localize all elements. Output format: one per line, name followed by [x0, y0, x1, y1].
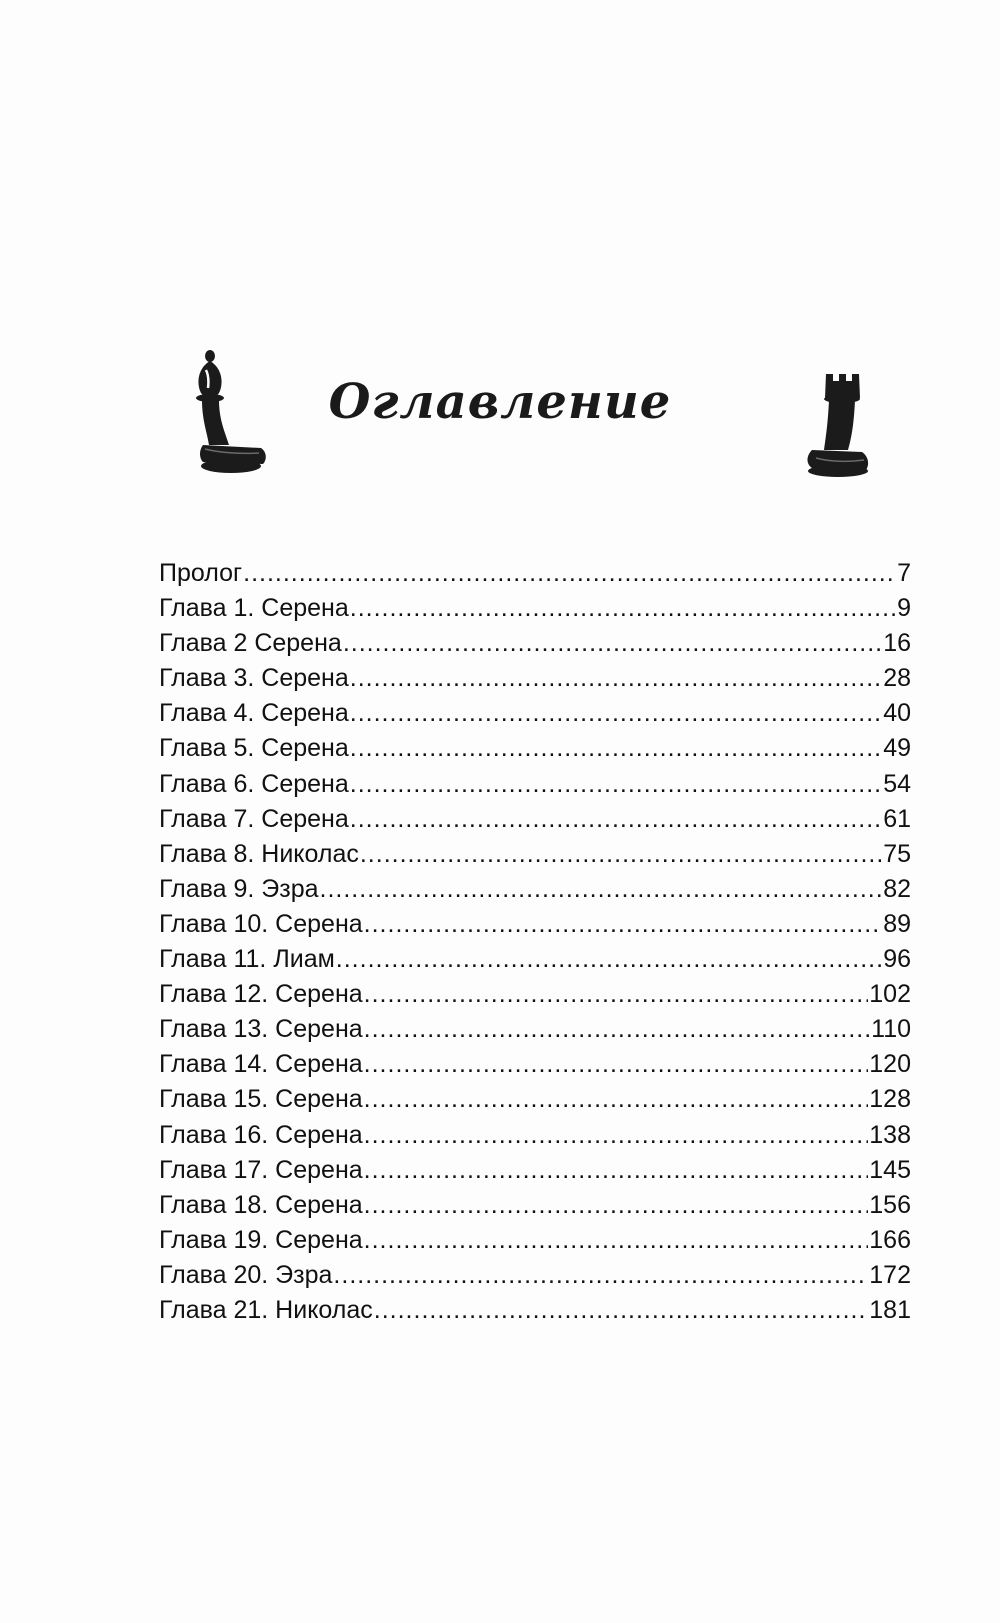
page-title: Оглавление — [328, 374, 672, 430]
toc-entry[interactable] — [159, 1012, 911, 1047]
toc-entry-page-number: 7 — [897, 559, 911, 587]
toc-header — [0, 340, 1000, 490]
toc-entry-title: Глава 17. Серена — [159, 1155, 363, 1184]
toc-entry[interactable] — [159, 907, 911, 942]
toc-entry-page-number: 120 — [869, 1050, 911, 1079]
toc-entry-page-number: 145 — [869, 1155, 911, 1184]
toc-entry-title: Глава 14. Серена — [159, 1050, 363, 1079]
toc-entry-page-number: 16 — [883, 629, 911, 658]
toc-entry-title: Глава 4. Серена — [159, 699, 349, 728]
toc-entry-title: Глава 20. Эзра — [159, 1260, 333, 1289]
toc-entry-title: Пролог — [159, 559, 243, 587]
toc-entry-title: Глава 21. Николас — [159, 1295, 373, 1324]
dot-leader — [350, 591, 896, 626]
toc-entry[interactable] — [159, 626, 911, 661]
dot-leader — [364, 1012, 870, 1047]
chess-bishop-icon — [185, 350, 275, 480]
toc-entry[interactable] — [159, 977, 911, 1012]
dot-leader — [350, 802, 882, 837]
toc-entry-title: Глава 16. Серена — [159, 1120, 363, 1149]
toc-entry[interactable] — [159, 802, 911, 837]
dot-leader — [350, 696, 882, 731]
toc-entry[interactable] — [159, 591, 911, 626]
dot-leader — [350, 767, 882, 802]
toc-entry-page-number: 181 — [869, 1295, 911, 1324]
toc-entry-page-number: 128 — [869, 1085, 911, 1114]
toc-entry-title: Глава 1. Серена — [159, 594, 349, 623]
toc-entry-title: Глава 11. Лиам — [159, 945, 335, 974]
toc-entry[interactable] — [159, 731, 911, 766]
toc-entry-page-number: 166 — [869, 1225, 911, 1254]
toc-entry-page-number: 82 — [883, 874, 911, 903]
toc-entry[interactable] — [159, 767, 911, 802]
dot-leader — [360, 837, 882, 872]
toc-entry-page-number: 61 — [883, 804, 911, 833]
toc-entry[interactable] — [159, 1258, 911, 1293]
dot-leader — [364, 1118, 869, 1153]
toc-entry-title: Глава 13. Серена — [159, 1015, 363, 1044]
toc-entry[interactable] — [159, 1047, 911, 1082]
toc-entry-page-number: 54 — [883, 769, 911, 798]
toc-entry-title: Глава 6. Серена — [159, 769, 349, 798]
toc-entry-title: Глава 8. Николас — [159, 839, 359, 868]
toc-entry-page-number: 96 — [883, 945, 911, 974]
toc-entry[interactable] — [159, 696, 911, 731]
toc-entry-page-number: 89 — [883, 909, 911, 938]
dot-leader — [364, 1188, 869, 1223]
toc-entry-title: Глава 15. Серена — [159, 1085, 363, 1114]
dot-leader — [350, 661, 882, 696]
toc-entry-page-number: 110 — [871, 1015, 911, 1044]
dot-leader — [374, 1293, 869, 1328]
toc-entry-page-number: 75 — [883, 839, 911, 868]
dot-leader — [320, 872, 883, 907]
dot-leader — [364, 1223, 869, 1258]
dot-leader — [364, 1082, 869, 1117]
toc-entry-page-number: 9 — [897, 594, 911, 623]
toc-entry[interactable] — [159, 1293, 911, 1328]
toc-entry[interactable] — [159, 1082, 911, 1117]
toc-entry[interactable] — [159, 1153, 911, 1188]
toc-entry[interactable] — [159, 942, 911, 977]
dot-leader — [364, 907, 883, 942]
toc-entry-title: Глава 18. Серена — [159, 1190, 363, 1219]
toc-entry[interactable] — [159, 1188, 911, 1223]
toc-entry[interactable] — [159, 872, 911, 907]
toc-entry-title: Глава 10. Серена — [159, 909, 363, 938]
toc-entry-page-number: 172 — [869, 1260, 911, 1289]
toc-entry[interactable] — [159, 661, 911, 696]
toc-entry[interactable] — [159, 556, 911, 591]
toc-entry[interactable] — [159, 1223, 911, 1258]
dot-leader — [350, 731, 882, 766]
toc-entry-page-number: 40 — [883, 699, 911, 728]
toc-entry-page-number: 102 — [869, 980, 911, 1009]
toc-entry-title: Глава 19. Серена — [159, 1225, 363, 1254]
chess-rook-icon — [800, 370, 875, 480]
toc-entry[interactable] — [159, 837, 911, 872]
toc-entry-page-number: 156 — [869, 1190, 911, 1219]
toc-entry-title: Глава 2 Серена — [159, 629, 342, 658]
dot-leader — [243, 556, 896, 591]
toc-entry-title: Глава 3. Серена — [159, 664, 349, 693]
table-of-contents — [159, 556, 911, 1328]
dot-leader — [364, 1153, 869, 1188]
toc-entry-title: Глава 9. Эзра — [159, 874, 319, 903]
toc-entry-page-number: 138 — [869, 1120, 911, 1149]
dot-leader — [364, 977, 869, 1012]
toc-entry-title: Глава 7. Серена — [159, 804, 349, 833]
dot-leader — [333, 1258, 868, 1293]
dot-leader — [364, 1047, 869, 1082]
toc-entry-title: Глава 12. Серена — [159, 980, 363, 1009]
toc-entry-page-number: 49 — [883, 734, 911, 763]
dot-leader — [336, 942, 882, 977]
dot-leader — [343, 626, 882, 661]
toc-entry[interactable] — [159, 1118, 911, 1153]
toc-entry-title: Глава 5. Серена — [159, 734, 349, 763]
toc-entry-page-number: 28 — [883, 664, 911, 693]
